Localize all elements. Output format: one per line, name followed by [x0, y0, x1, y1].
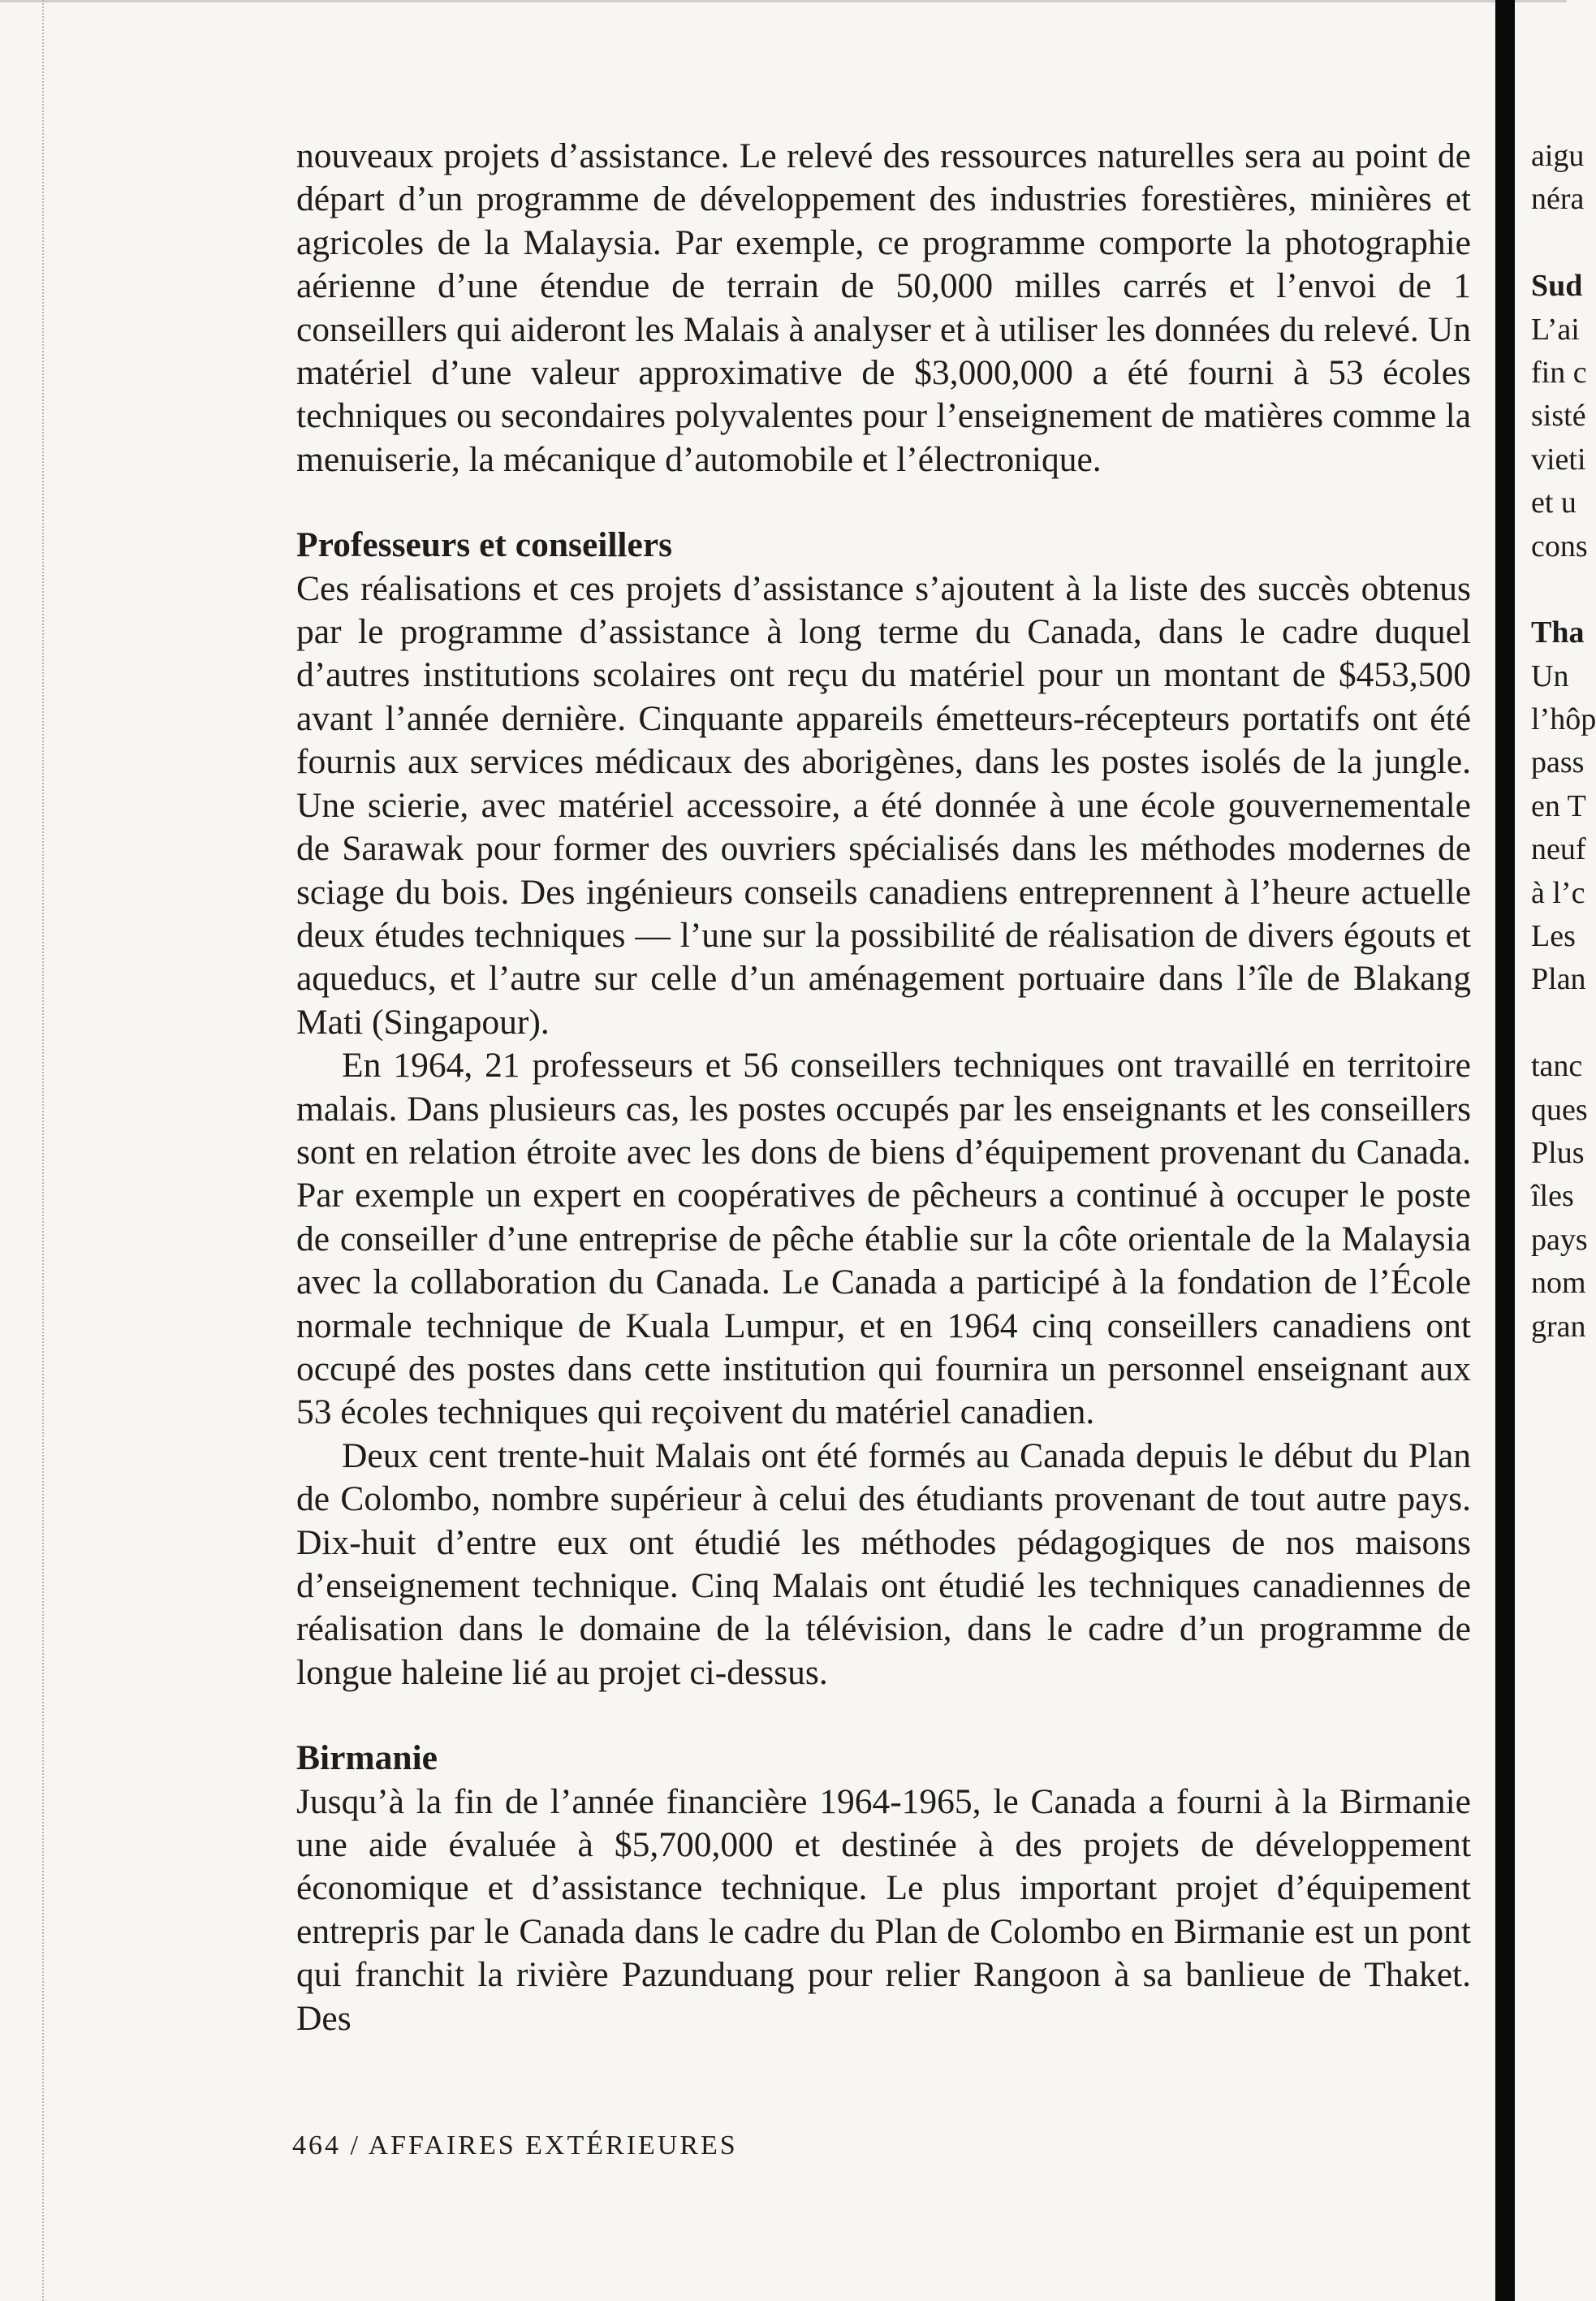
paragraph-intro: nouveaux projets d’assistance. Le relevé des ressources naturelles sera au point de départ d’un programme de développement des industries forestières, minières et agricoles de la Malaysia. Par exemple, ce programme comporte la photographie aérienne d’une étendue de terrain de 50,000 milles carrés et l’envoi de 1 conseillers qui aideront les Malais à analyser et à utiliser les données du relevé. Un matériel d’une valeur approximative de $3,000,000 a été fourni à 53 écoles techniques ou secondaires polyvalentes pour l’enseignement de matières comme la menuiserie, la mécanique d’automobile et l’électronique. — [296, 136, 1471, 479]
fragment-line: néra — [1531, 182, 1585, 217]
fragment-line: neuf — [1531, 832, 1586, 867]
fragment-line: fin c — [1531, 355, 1587, 390]
section-heading-professeurs: Professeurs et conseillers — [296, 525, 673, 565]
adjacent-page-fragment — [1531, 135, 1596, 1349]
fragment-line: en T — [1531, 788, 1586, 823]
fragment-line: L’ai — [1531, 312, 1580, 347]
fragment-line: sisté — [1531, 399, 1586, 434]
top-rule — [0, 0, 1567, 2]
fragment-line: Un — [1531, 658, 1569, 693]
binding-shadow — [1495, 0, 1515, 2301]
fragment-line: tanc — [1531, 1049, 1583, 1084]
fragment-line: à l’c — [1531, 875, 1585, 910]
paragraph-realisations: Ces réalisations et ces projets d’assistance s’ajoutent à la liste des succès obtenus par le programme d’assistance à long terme du Canada, dans le cadre duquel d’autres institutions scolaires ont reçu du matériel pour un montant de $453,500 avant l’année dernière. Cinquante appareils émetteurs-récepteurs portatifs ont été fournis aux services médicaux des aborigènes, dans les postes isolés de la jungle. Une scierie, avec matériel accessoire, a été donnée à une école gouvernementale de Sarawak pour former des ouvriers spécialisés dans les méthodes modernes de sciage du bois. Des ingénieurs conseils canadiens entreprennent à l’heure actuelle deux études techniques — l’une sur la possibilité de réalisation de divers égouts et aqueducs, et l’autre sur celle d’un aménagement portuaire dans l’île de Blakang Mati (Singapour). — [296, 568, 1471, 1042]
fragment-line: ques — [1531, 1092, 1588, 1127]
page-left-edge — [42, 0, 58, 2301]
fragment-line: pass — [1531, 745, 1585, 780]
fragment-line: Plan — [1531, 962, 1586, 997]
fragment-line: et u — [1531, 486, 1577, 520]
section-heading-birmanie: Birmanie — [296, 1738, 438, 1778]
fragment-line: Sud — [1531, 269, 1583, 304]
fragment-line: pays — [1531, 1222, 1588, 1257]
fragment-line — [1531, 1002, 1567, 1045]
paragraph-formation: Deux cent trente-huit Malais ont été formés au Canada depuis le début du Plan de Colombo, nombre supérieur à celui des étudiants provenant de tout autre pays. Dix-huit d’entre eux ont étudié les méthodes pédagogiques de nos maisons d’enseignement technique. Cinq Malais ont étudié les techniques canadiennes de réalisation dans le domaine de la télévision, dans le cadre d’un programme de longue haleine lié au projet ci-dessus. — [296, 1435, 1471, 1692]
paragraph-1964: En 1964, 21 professeurs et 56 conseillers techniques ont travaillé en territoire malais. Dans plusieurs cas, les postes occupés par les enseignants et les conseillers sont en relation étroite avec les dons de biens d’équipement provenant du Canada. Par exemple un expert en coopératives de pêcheurs a continué à occuper le poste de conseiller d’une entreprise de pêche établie sur la côte orientale de la Malaysia avec la collaboration du Canada. Le Canada a participé à la fondation de l’École normale technique de Kuala Lumpur, et en 1964 cinq conseillers canadiens ont occupé des postes dans cette institution qui fournira un personnel enseignant aux 53 écoles techniques qui reçoivent du matériel canadien. — [296, 1046, 1471, 1432]
fragment-line: gran — [1531, 1309, 1586, 1344]
fragment-line — [1531, 222, 1567, 265]
fragment-line: cons — [1531, 529, 1588, 563]
fragment-line: aigu — [1531, 139, 1585, 173]
fragment-line: Plus — [1531, 1135, 1585, 1170]
fragment-line: vieti — [1531, 442, 1586, 477]
fragment-line: Les — [1531, 919, 1576, 954]
fragment-line: nom — [1531, 1266, 1586, 1301]
fragment-line: îles — [1531, 1179, 1574, 1214]
fragment-line: l’hôp — [1531, 702, 1596, 737]
page-footer: 464 / AFFAIRES EXTÉRIEURES — [292, 2130, 738, 2161]
fragment-line: Tha — [1531, 615, 1585, 650]
fragment-line — [1531, 568, 1567, 611]
paragraph-birmanie: Jusqu’à la fin de l’année financière 1964-1965, le Canada a fourni à la Birmanie une aide évaluée à $5,700,000 et destinée à des projets de développement économique et d’assistance technique. Le plus important projet d’équipement entrepris par le Canada dans le cadre du Plan de Colombo en Birmanie est un pont qui franchit la rivière Pazunduang pour relier Rangoon à sa banlieue de Thaket. Des — [296, 1781, 1471, 2038]
main-text-column — [296, 135, 1471, 2040]
